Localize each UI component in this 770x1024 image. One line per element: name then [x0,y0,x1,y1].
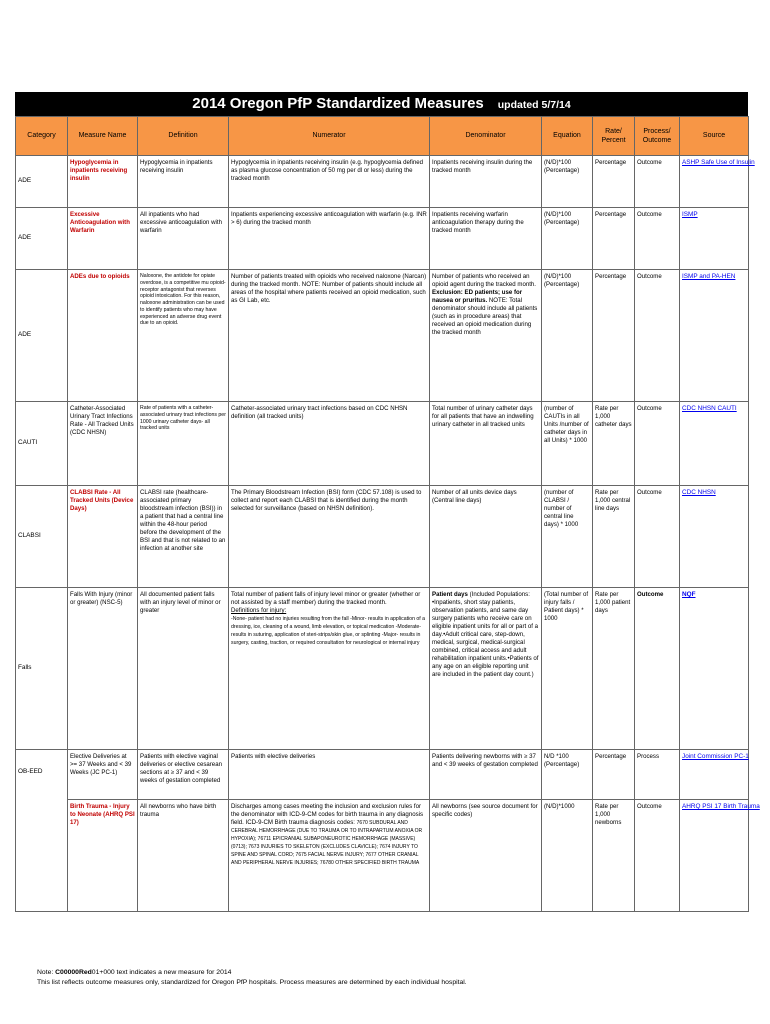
row-numerator: Inpatients experiencing excessive anticoagulation with warfarin (e.g. INR > 6) during the tracked month [229,208,430,270]
row-measure-name: Birth Trauma - Injury to Neonate (AHRQ PSI 17) [68,800,138,912]
row-measure-name: CLABSI Rate - All Tracked Units (Device Days) [68,486,138,588]
row-numerator: Catheter-associated urinary tract infections based on CDC NHSN definition (all tracked units) [229,402,430,486]
row-definition: CLABSI rate (healthcare-associated primary bloodstream infection (BSI)) in a patient that had a central line within the 48-hour period before the development of the BSI and that is not related to an infection at another site [138,486,229,588]
row-equation: (N/D)*100 (Percentage) [542,208,593,270]
row-denominator: Number of all units device days (Central line days) [430,486,542,588]
row-denominator [430,588,542,750]
col-equation: Equation [542,117,593,156]
row-rate: Rate per 1,000 newborns [593,800,635,912]
updated-date: updated 5/7/14 [497,99,571,111]
row-measure-name: Elective Deliveries at >= 37 Weeks and < 39 Weeks (JC PC-1) [68,750,138,800]
row-measure-name: Catheter-Associated Urinary Tract Infections Rate - All Tracked Units (CDC NHSN) [68,402,138,486]
injury-definitions-label: Definitions for injury: [231,607,287,615]
patient-days-label: Patient days [432,591,468,598]
row-category: ADE [16,208,68,270]
row-process-outcome: Outcome [635,800,680,912]
row-source [680,588,749,750]
row-source [680,750,749,800]
row-source [680,270,749,402]
table-row [16,486,749,588]
row-category: Falls [16,588,68,750]
source-link[interactable]: ISMP and PA-HEN [682,273,736,280]
row-numerator: Number of patients treated with opioids who received naloxone (Narcan) during the tracked month. NOTE: Number of patients should include all areas of the hospital where patients received an opioid medication, such as GI Lab, etc. [229,270,430,402]
row-numerator: Hypoglycemia in inpatients receiving insulin (e.g. hypoglycemia defined as plasma glucose concentration of 50 mg per dl or less) during the tracked month [229,156,430,208]
note-line-1: Note: C00000Red01+000 text indicates a new measure for 2014 [37,969,232,976]
col-measure-name: Measure Name [68,117,138,156]
row-equation: (N/D)*100 (Percentage) [542,156,593,208]
row-process-outcome: Outcome [635,588,680,750]
row-numerator [229,800,430,912]
row-definition: Hypoglycemia in inpatients receiving insulin [138,156,229,208]
row-denominator [430,270,542,402]
source-link[interactable]: AHRQ PSI 17 Birth Trauma [682,803,760,810]
row-measure-name: Hypoglycemia in inpatients receiving insulin [68,156,138,208]
measures-sheet [15,92,760,912]
row-rate: Rate per 1,000 central line days [593,486,635,588]
table-row [16,270,749,402]
col-category: Category [16,117,68,156]
row-measure-name: Falls With Injury (minor or greater) (NSC-5) [68,588,138,750]
source-link[interactable]: ASHP Safe Use of Insulin [682,159,755,166]
row-rate: Percentage [593,208,635,270]
numerator-main: Discharges among cases meeting the inclusion and exclusion rules for the denominator with ICD-9-CM codes for birth trauma in any diagnosis field. ICD-9-CM Birth trauma diagnosis codes: [231,803,424,827]
row-source [680,156,755,208]
row-process-outcome: Outcome [635,156,680,208]
table-row [16,750,749,800]
table-row [16,800,749,912]
row-equation: (number of CLABSI / number of central line days) * 1000 [542,486,593,588]
col-source: Source [680,117,749,156]
row-process-outcome: Outcome [635,402,680,486]
col-numerator: Numerator [229,117,430,156]
col-rate-percent: Rate/ Percent [593,117,635,156]
source-link[interactable]: CDC NHSN CAUTI [682,405,737,412]
row-equation: (Total number of injury falls / Patient days) * 1000 [542,588,593,750]
row-category: ADE [16,270,68,402]
row-measure-name: ADEs due to opioids [68,270,138,402]
row-process-outcome: Outcome [635,270,680,402]
row-source [680,486,749,588]
row-process-outcome: Outcome [635,208,680,270]
row-rate: Percentage [593,270,635,402]
row-denominator: Inpatients receiving warfarin anticoagulation therapy during the tracked month [430,208,542,270]
row-category: OB-EED [16,750,68,912]
row-process-outcome: Outcome [635,486,680,588]
denominator-populations: (Included Populations: •Inpatients, short stay patients, observation patients, and same day surgery patients who receive care on eligible inpatient units for all or part of a day.•Adult critical care, step-down, medical, surgical, medical-surgical combined, critical access and adult rehabilitation inpatient units.•Patients of any age on an eligible reporting unit are included in the patient day count.) [432,591,539,679]
note-line-2: This list reflects outcome measures only, standardized for Oregon PfP hospitals. Process measures are determined by each individual hospital. [37,978,467,986]
row-source [680,800,760,912]
row-source [680,402,749,486]
birth-trauma-codes: 7670 SUBDURAL AND CEREBRAL HEMORRHAGE (DUE TO TRAUMA OR TO INTRAPARTUM ANOXIA OR HYPOXIA); 76711 EPICRANIAL SUBAPONEUROTIC HEMORRHAGE (MASSIVE) (0713); 7673 INJURIES TO SKELETON (EXCLUDES CLAVICLE); 7674 INJURY TO SPINE AND SPINAL CORD; 7675 FACIAL NERVE INJURY; 7677 OTHER CRANIAL AND PERIPHERAL NERVE INJURIES; 76780 OTHER SPECIFIED BIRTH TRAUMA [231,820,423,867]
row-category: ADE [16,156,68,208]
row-definition: Patients with elective vaginal deliveries or elective cesarean sections at ≥ 37 and < 39 weeks of gestation completed [138,750,229,800]
title-bar [15,92,748,116]
table-row [16,588,749,750]
table-row [16,208,749,270]
note-code: C00000Red [55,969,92,976]
header-row [16,117,749,156]
row-numerator: Patients with elective deliveries [229,750,430,800]
row-definition: All newborns who have birth trauma [138,800,229,912]
row-denominator: Patients delivering newborns with ≥ 37 and < 39 weeks of gestation completed [430,750,542,800]
col-definition: Definition [138,117,229,156]
row-process-outcome: Process [635,750,680,800]
row-definition: Naloxone, the antidote for opiate overdose, is a competitive mu opioid-receptor antagonist that reverses opioid intoxication. For this reason, naloxone administration can be used to identify patients who may have experienced an adverse drug event due to an opioid. [138,270,229,402]
row-measure-name: Excessive Anticoagulation with Warfarin [68,208,138,270]
col-denominator: Denominator [430,117,542,156]
table-row [16,402,749,486]
footnotes [37,968,467,988]
row-equation: (number of CAUTIs in all Units /number of catheter days in all Units) * 1000 [542,402,593,486]
row-denominator: Total number of urinary catheter days for all patients that have an indwelling urinary catheter in all tracked units [430,402,542,486]
injury-definitions: -None- patient had no injuries resulting from the fall -Minor- results in application of a dressing, ice, cleaning of a wound, limb elevation, or topical medication -Moderate- results in suturing, application of steri-strips/skin glue, or splinting -Major- results in surgery, casting, traction, or required consultation for neurological or internal injury [231,616,426,647]
denominator-main: Number of patients who received an opioid agent during the tracked month. [432,273,537,289]
source-link[interactable]: Joint Commission PC-1 [682,753,749,760]
row-rate: Percentage [593,156,635,208]
row-definition: All inpatients who had excessive anticoagulation with warfarin [138,208,229,270]
row-denominator: All newborns (see source document for specific codes) [430,800,542,912]
row-category: CAUTI [16,402,68,486]
row-rate: Rate per 1,000 catheter days [593,402,635,486]
numerator-main: Total number of patient falls of injury level minor or greater (whether or not assisted by a staff member) during the tracked month. [231,591,421,607]
row-category: CLABSI [16,486,68,588]
measures-table [15,116,760,912]
row-numerator: The Primary Bloodstream Infection (BSI) form (CDC 57.108) is used to collect and report each CLABSI that is identified during the month selected for surveillance (based on NHSN definition). [229,486,430,588]
row-equation: N/D *100 (Percentage) [542,750,593,800]
row-definition: All documented patient falls with an injury level of minor or greater [138,588,229,750]
source-link[interactable]: CDC NHSN [682,489,716,496]
denominator-note: NOTE: Total denominator should include all patients (such as in procedure areas) that received an opioid medication during the tracked month [432,297,538,337]
row-denominator: Inpatients receiving insulin during the tracked month [430,156,542,208]
col-process-outcome: Process/ Outcome [635,117,680,156]
table-row [16,156,749,208]
row-definition: Rate of patients with a catheter-associated urinary tract infections per 1000 urinary catheter days- all tracked units [138,402,229,486]
row-equation: (N/D)*100 (Percentage) [542,270,593,402]
denominator-exclusion: Exclusion: ED patients; use for nausea or pruritus. [432,289,523,305]
row-numerator [229,588,430,750]
page-title: 2014 Oregon PfP Standardized Measures [192,95,484,112]
row-source [680,208,749,270]
row-equation: (N/D)*1000 [542,800,593,912]
source-link[interactable]: ISMP [682,211,698,218]
source-link[interactable]: NQF [682,591,696,598]
row-rate: Rate per 1,000 patient days [593,588,635,750]
row-rate: Percentage [593,750,635,800]
